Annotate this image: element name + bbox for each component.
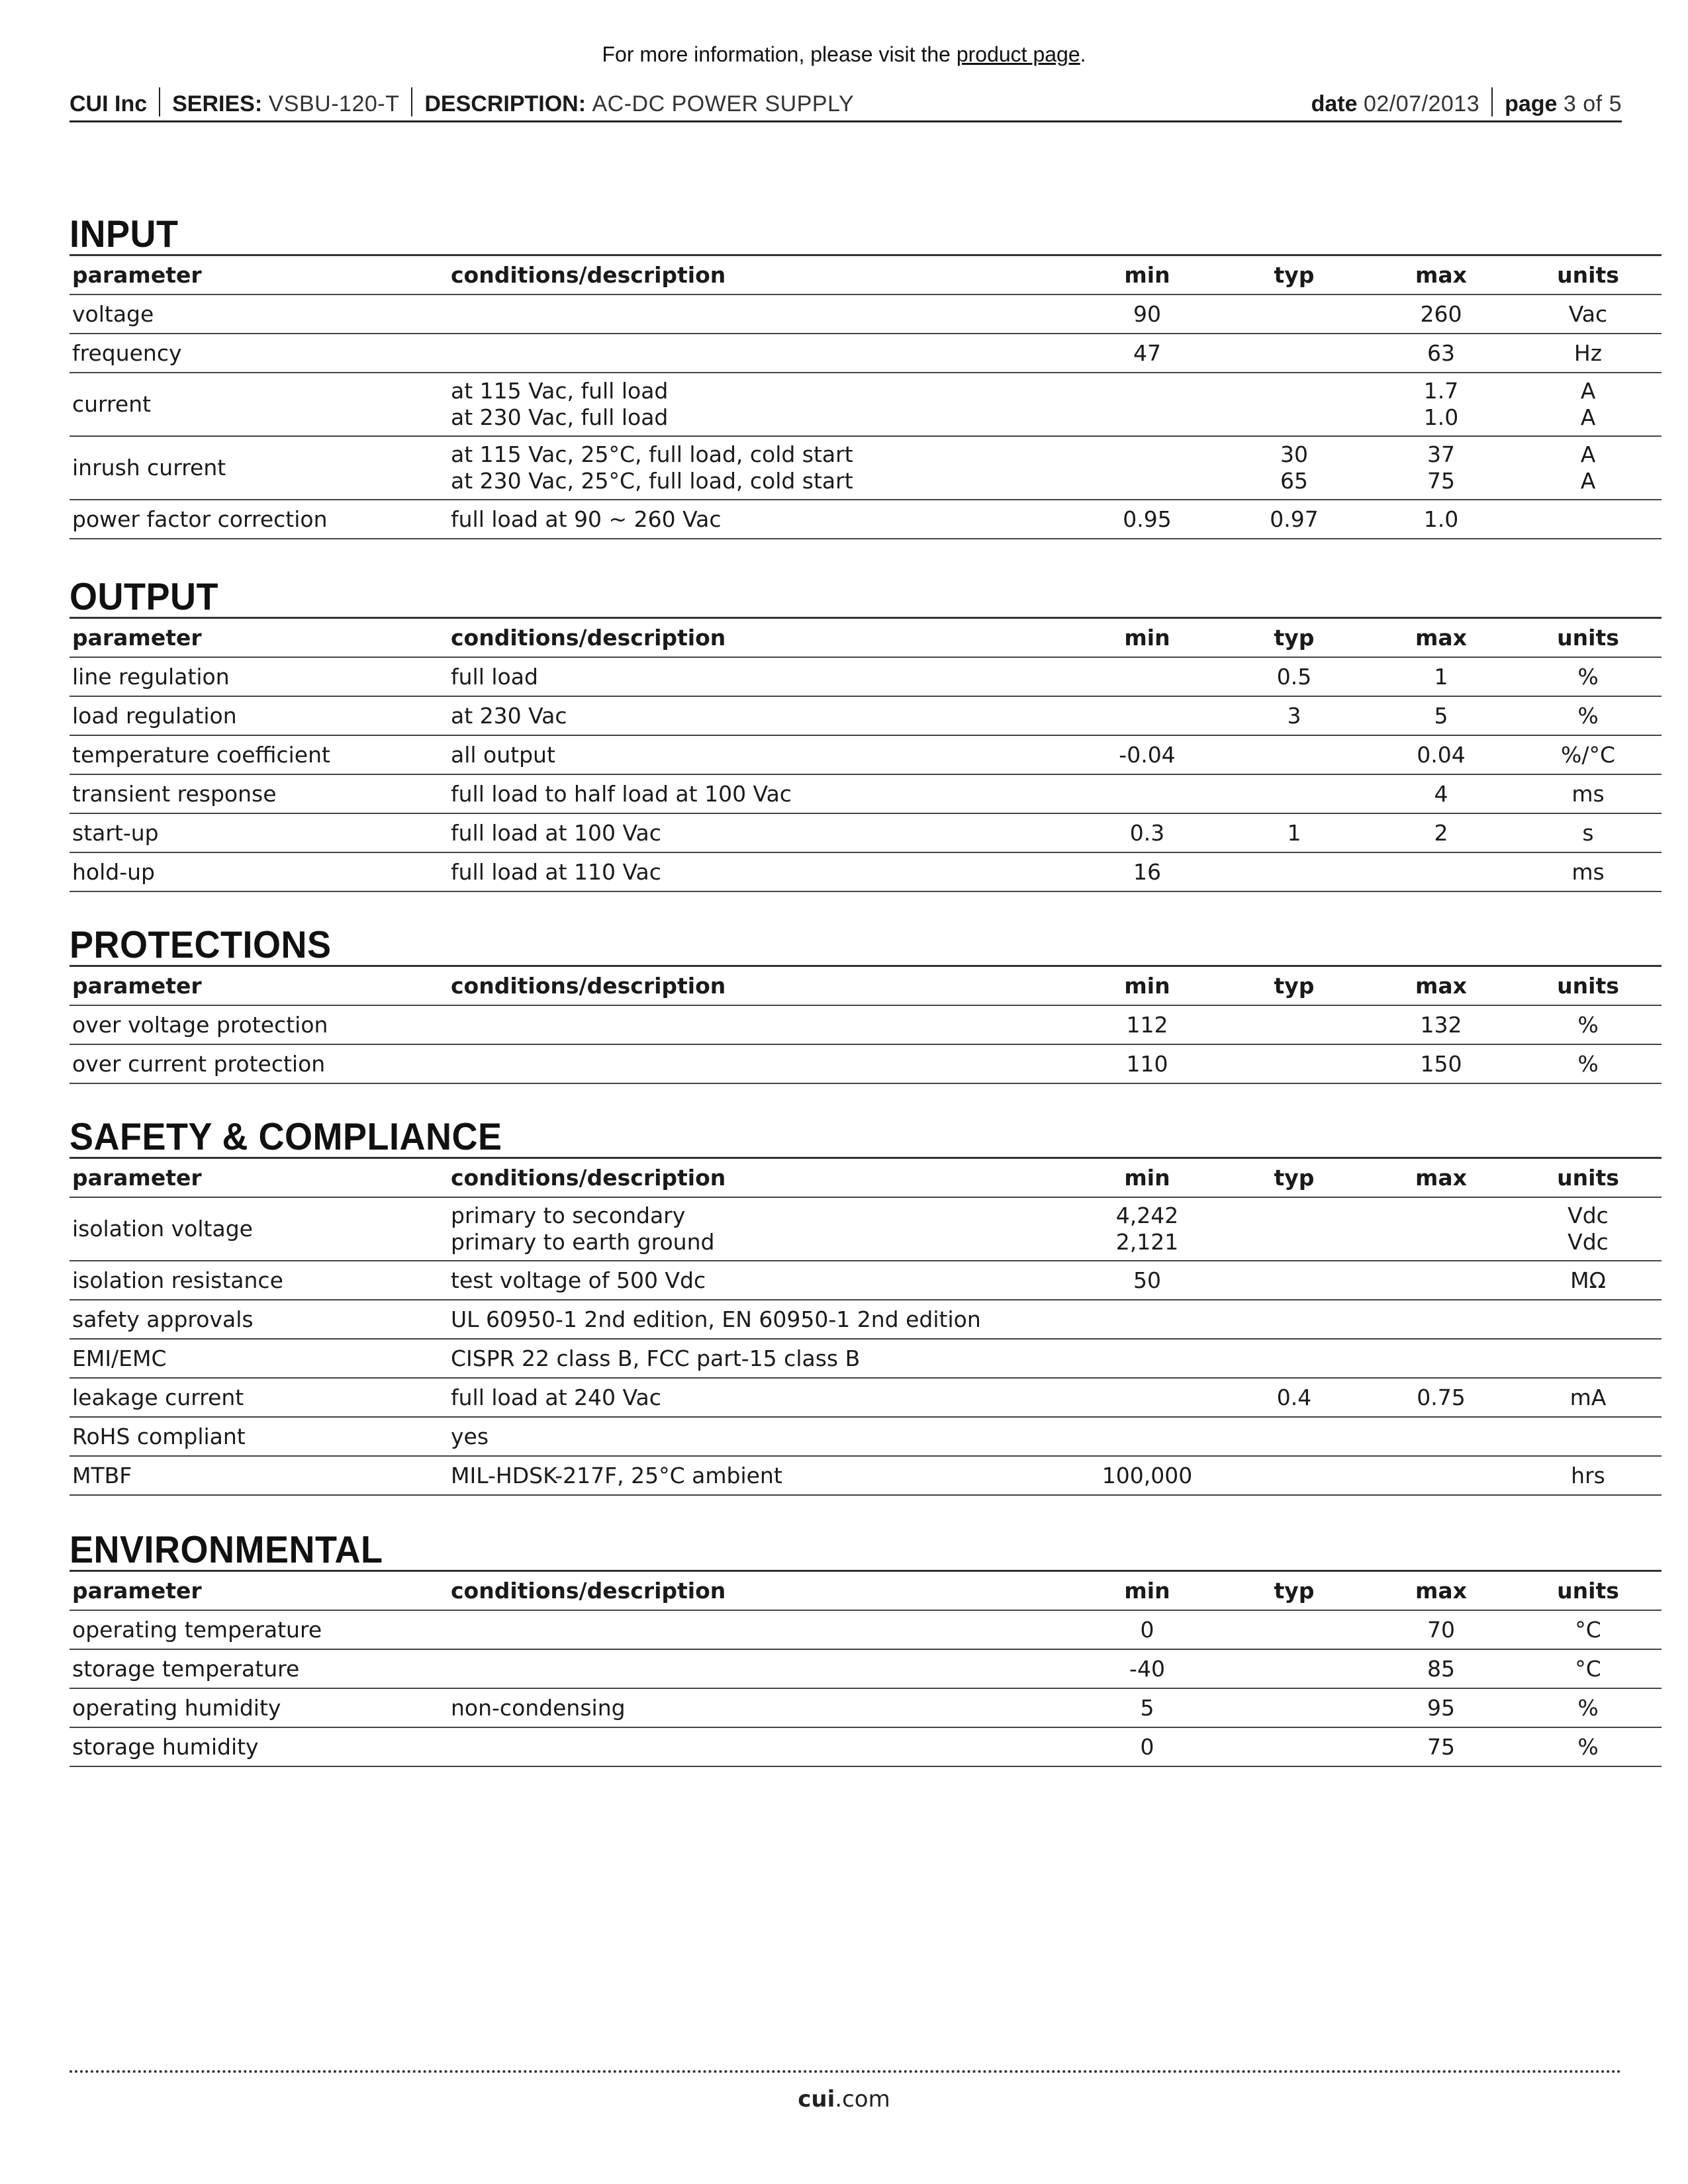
- cell-parameter: storage temperature: [70, 1649, 448, 1688]
- cell-units: °C: [1515, 1610, 1662, 1649]
- cell-units: Hz: [1515, 334, 1662, 373]
- cell-units: [1515, 1300, 1662, 1339]
- cell-max: 37 75: [1368, 436, 1515, 500]
- cell-units: mA: [1515, 1378, 1662, 1417]
- cell-conditions: primary to secondary primary to earth ground: [448, 1197, 1074, 1261]
- column-header-min: min: [1074, 1571, 1221, 1611]
- column-header-typ: typ: [1221, 618, 1368, 658]
- column-header-max: max: [1368, 255, 1515, 295]
- cell-max: 0.04: [1368, 735, 1515, 774]
- cell-conditions: all output: [448, 735, 1074, 774]
- column-header-parameter: parameter: [70, 1158, 448, 1198]
- cell-min: -40: [1074, 1649, 1221, 1688]
- cell-conditions: full load at 240 Vac: [448, 1378, 1074, 1417]
- cell-max: 150: [1368, 1044, 1515, 1083]
- cell-conditions: full load at 100 Vac: [448, 813, 1074, 852]
- company-name: CUI Inc: [70, 91, 148, 116]
- product-page-link[interactable]: product page: [956, 42, 1080, 66]
- cell-conditions: at 115 Vac, full load at 230 Vac, full load: [448, 373, 1074, 436]
- table-row: [70, 774, 1662, 813]
- cell-conditions: MIL-HDSK-217F, 25°C ambient: [448, 1456, 1074, 1495]
- column-header-parameter: parameter: [70, 255, 448, 295]
- table-header-row: [70, 1158, 1662, 1198]
- cell-parameter: voltage: [70, 295, 448, 334]
- cell-min: 100,000: [1074, 1456, 1221, 1495]
- cell-parameter: MTBF: [70, 1456, 448, 1495]
- column-header-typ: typ: [1221, 255, 1368, 295]
- cell-units: MΩ: [1515, 1261, 1662, 1300]
- cell-parameter: frequency: [70, 334, 448, 373]
- column-header-typ: typ: [1221, 1571, 1368, 1611]
- cell-units: [1515, 1339, 1662, 1378]
- cell-conditions: non-condensing: [448, 1688, 1074, 1727]
- cell-parameter: EMI/EMC: [70, 1339, 448, 1378]
- cell-units: %: [1515, 1005, 1662, 1044]
- cell-conditions: full load at 90 ~ 260 Vac: [448, 500, 1074, 539]
- input-section: [70, 214, 1622, 539]
- cell-units: %: [1515, 1044, 1662, 1083]
- cell-units: [1515, 500, 1662, 539]
- section-title: INPUT: [70, 213, 179, 255]
- cell-units: ms: [1515, 852, 1662, 891]
- cell-conditions: [448, 334, 1074, 373]
- table-row: [70, 1044, 1662, 1083]
- table-row: [70, 1005, 1662, 1044]
- safety-section: [70, 1117, 1622, 1496]
- table-row: [70, 334, 1662, 373]
- cell-max: 2: [1368, 813, 1515, 852]
- column-header-units: units: [1515, 966, 1662, 1006]
- cell-parameter: hold-up: [70, 852, 448, 891]
- cell-parameter: temperature coefficient: [70, 735, 448, 774]
- cell-max: 260: [1368, 295, 1515, 334]
- cell-parameter: safety approvals: [70, 1300, 448, 1339]
- cell-conditions: [448, 1649, 1074, 1688]
- cell-parameter: over current protection: [70, 1044, 448, 1083]
- protections-section: [70, 925, 1622, 1084]
- cell-min: [1074, 1300, 1221, 1339]
- cell-units: A A: [1515, 436, 1662, 500]
- cell-conditions: [448, 1610, 1074, 1649]
- table-row: [70, 1339, 1662, 1378]
- spec-table: [70, 254, 1662, 539]
- column-header-min: min: [1074, 1158, 1221, 1198]
- cell-conditions: yes: [448, 1417, 1074, 1456]
- column-header-min: min: [1074, 966, 1221, 1006]
- cell-typ: [1221, 1005, 1368, 1044]
- table-row: [70, 295, 1662, 334]
- column-header-units: units: [1515, 618, 1662, 658]
- section-title: ENVIRONMENTAL: [70, 1529, 383, 1571]
- column-header-max: max: [1368, 1571, 1515, 1611]
- table-row: [70, 852, 1662, 891]
- cell-parameter: isolation resistance: [70, 1261, 448, 1300]
- cell-typ: [1221, 1044, 1368, 1083]
- cell-typ: [1221, 334, 1368, 373]
- column-header-max: max: [1368, 618, 1515, 658]
- cell-units: ms: [1515, 774, 1662, 813]
- cell-min: 0.95: [1074, 500, 1221, 539]
- cell-max: 5: [1368, 696, 1515, 735]
- cell-conditions: [448, 1005, 1074, 1044]
- cell-conditions: full load: [448, 657, 1074, 696]
- cell-typ: [1221, 1197, 1368, 1261]
- table-row: [70, 1261, 1662, 1300]
- cell-max: 4: [1368, 774, 1515, 813]
- table-row: [70, 1456, 1662, 1495]
- cell-max: [1368, 1261, 1515, 1300]
- column-header-conditions: conditions/description: [448, 1158, 1074, 1198]
- cell-typ: [1221, 774, 1368, 813]
- cell-min: 5: [1074, 1688, 1221, 1727]
- spec-table: [70, 1570, 1662, 1767]
- cell-parameter: operating temperature: [70, 1610, 448, 1649]
- table-row: [70, 1378, 1662, 1417]
- cell-units: s: [1515, 813, 1662, 852]
- cell-typ: [1221, 852, 1368, 891]
- cell-conditions: [448, 295, 1074, 334]
- cell-max: 70: [1368, 1610, 1515, 1649]
- cell-units: °C: [1515, 1649, 1662, 1688]
- table-row: [70, 1300, 1662, 1339]
- description-value: AC-DC POWER SUPPLY: [592, 91, 855, 116]
- cell-min: 16: [1074, 852, 1221, 891]
- column-header-max: max: [1368, 966, 1515, 1006]
- section-title: SAFETY & COMPLIANCE: [70, 1116, 502, 1158]
- spec-table: [70, 965, 1662, 1084]
- cell-typ: [1221, 295, 1368, 334]
- cell-typ: 3: [1221, 696, 1368, 735]
- date-label: date: [1311, 91, 1358, 116]
- cell-min: [1074, 436, 1221, 500]
- cell-parameter: inrush current: [70, 436, 448, 500]
- cell-conditions: CISPR 22 class B, FCC part-15 class B: [448, 1339, 1074, 1378]
- table-row: [70, 657, 1662, 696]
- cell-min: -0.04: [1074, 735, 1221, 774]
- cell-typ: [1221, 1417, 1368, 1456]
- table-row: [70, 735, 1662, 774]
- cell-max: 85: [1368, 1649, 1515, 1688]
- cell-parameter: line regulation: [70, 657, 448, 696]
- cell-min: [1074, 1417, 1221, 1456]
- cell-min: [1074, 1378, 1221, 1417]
- column-header-typ: typ: [1221, 1158, 1368, 1198]
- cell-units: Vac: [1515, 295, 1662, 334]
- cell-max: 1: [1368, 657, 1515, 696]
- column-header-units: units: [1515, 1158, 1662, 1198]
- section-title: PROTECTIONS: [70, 924, 332, 966]
- product-page-note: [0, 42, 1688, 67]
- cell-max: [1368, 852, 1515, 891]
- page-label: page: [1505, 91, 1558, 116]
- cell-min: [1074, 696, 1221, 735]
- cell-max: [1368, 1456, 1515, 1495]
- series-value: VSBU-120-T: [268, 91, 400, 116]
- column-header-typ: typ: [1221, 966, 1368, 1006]
- cell-typ: [1221, 1261, 1368, 1300]
- cell-typ: 30 65: [1221, 436, 1368, 500]
- footer: [0, 2086, 1688, 2113]
- cell-units: %: [1515, 1688, 1662, 1727]
- table-row: [70, 1727, 1662, 1766]
- cell-typ: [1221, 735, 1368, 774]
- column-header-min: min: [1074, 255, 1221, 295]
- table-row: [70, 373, 1662, 436]
- cell-conditions: [448, 1727, 1074, 1766]
- cell-typ: [1221, 1610, 1368, 1649]
- cell-min: 50: [1074, 1261, 1221, 1300]
- cell-conditions: at 230 Vac: [448, 696, 1074, 735]
- cell-units: hrs: [1515, 1456, 1662, 1495]
- column-header-conditions: conditions/description: [448, 1571, 1074, 1611]
- cell-max: 1.0: [1368, 500, 1515, 539]
- table-row: [70, 696, 1662, 735]
- cell-min: [1074, 657, 1221, 696]
- page-number: 3 of 5: [1563, 91, 1622, 116]
- table-row: [70, 1417, 1662, 1456]
- cell-min: 0: [1074, 1727, 1221, 1766]
- cell-typ: 0.4: [1221, 1378, 1368, 1417]
- header-divider: [411, 87, 412, 116]
- cell-units: %: [1515, 696, 1662, 735]
- cell-conditions: UL 60950-1 2nd edition, EN 60950-1 2nd edition: [448, 1300, 1074, 1339]
- spec-table: [70, 617, 1662, 892]
- cell-max: [1368, 1417, 1515, 1456]
- cell-parameter: power factor correction: [70, 500, 448, 539]
- cell-typ: [1221, 1456, 1368, 1495]
- cell-conditions: test voltage of 500 Vdc: [448, 1261, 1074, 1300]
- table-row: [70, 1688, 1662, 1727]
- header-divider: [1491, 87, 1493, 116]
- cell-typ: [1221, 373, 1368, 436]
- cell-min: [1074, 373, 1221, 436]
- cell-conditions: [448, 1044, 1074, 1083]
- cell-parameter: transient response: [70, 774, 448, 813]
- table-row: [70, 436, 1662, 500]
- note-prefix: For more information, please visit the: [602, 42, 957, 66]
- cell-typ: [1221, 1649, 1368, 1688]
- cell-conditions: full load to half load at 100 Vac: [448, 774, 1074, 813]
- cell-typ: 1: [1221, 813, 1368, 852]
- cell-typ: [1221, 1300, 1368, 1339]
- cell-parameter: storage humidity: [70, 1727, 448, 1766]
- cell-max: [1368, 1300, 1515, 1339]
- spec-table: [70, 1157, 1662, 1496]
- cell-max: 1.7 1.0: [1368, 373, 1515, 436]
- cell-min: 90: [1074, 295, 1221, 334]
- cell-parameter: start-up: [70, 813, 448, 852]
- cell-parameter: isolation voltage: [70, 1197, 448, 1261]
- column-header-units: units: [1515, 1571, 1662, 1611]
- cell-conditions: at 115 Vac, 25°C, full load, cold start at 230 Vac, 25°C, full load, cold start: [448, 436, 1074, 500]
- table-header-row: [70, 255, 1662, 295]
- cell-max: 132: [1368, 1005, 1515, 1044]
- table-row: [70, 813, 1662, 852]
- header-divider: [159, 87, 160, 116]
- cell-parameter: leakage current: [70, 1378, 448, 1417]
- section-title: OUTPUT: [70, 576, 218, 618]
- cell-units: %/°C: [1515, 735, 1662, 774]
- column-header-conditions: conditions/description: [448, 618, 1074, 658]
- cell-min: 112: [1074, 1005, 1221, 1044]
- column-header-min: min: [1074, 618, 1221, 658]
- cell-typ: [1221, 1688, 1368, 1727]
- date-value: 02/07/2013: [1363, 91, 1480, 116]
- cell-parameter: RoHS compliant: [70, 1417, 448, 1456]
- column-header-conditions: conditions/description: [448, 255, 1074, 295]
- column-header-parameter: parameter: [70, 1571, 448, 1611]
- note-suffix: .: [1080, 42, 1086, 66]
- cell-min: 47: [1074, 334, 1221, 373]
- cell-min: 0.3: [1074, 813, 1221, 852]
- cell-parameter: over voltage protection: [70, 1005, 448, 1044]
- series-label: SERIES:: [172, 91, 263, 116]
- cell-parameter: operating humidity: [70, 1688, 448, 1727]
- cell-max: [1368, 1197, 1515, 1261]
- page-header: [70, 87, 1622, 122]
- cell-min: [1074, 774, 1221, 813]
- cell-typ: [1221, 1727, 1368, 1766]
- cell-units: [1515, 1417, 1662, 1456]
- table-row: [70, 500, 1662, 539]
- cell-units: Vdc Vdc: [1515, 1197, 1662, 1261]
- column-header-units: units: [1515, 255, 1662, 295]
- cell-min: 0: [1074, 1610, 1221, 1649]
- environmental-section: [70, 1530, 1622, 1767]
- table-row: [70, 1610, 1662, 1649]
- column-header-conditions: conditions/description: [448, 966, 1074, 1006]
- cell-min: 4,242 2,121: [1074, 1197, 1221, 1261]
- cell-units: %: [1515, 1727, 1662, 1766]
- cell-units: %: [1515, 657, 1662, 696]
- column-header-parameter: parameter: [70, 966, 448, 1006]
- footer-brand: cui: [798, 2086, 835, 2113]
- footer-domain: .com: [835, 2086, 890, 2113]
- cell-typ: 0.97: [1221, 500, 1368, 539]
- cell-parameter: load regulation: [70, 696, 448, 735]
- cell-max: 63: [1368, 334, 1515, 373]
- cell-min: 110: [1074, 1044, 1221, 1083]
- cell-max: 75: [1368, 1727, 1515, 1766]
- output-section: [70, 577, 1622, 892]
- column-header-parameter: parameter: [70, 618, 448, 658]
- cell-typ: [1221, 1339, 1368, 1378]
- cell-max: 0.75: [1368, 1378, 1515, 1417]
- cell-max: [1368, 1339, 1515, 1378]
- cell-units: A A: [1515, 373, 1662, 436]
- description-label: DESCRIPTION:: [424, 91, 586, 116]
- table-header-row: [70, 966, 1662, 1006]
- cell-max: 95: [1368, 1688, 1515, 1727]
- cell-min: [1074, 1339, 1221, 1378]
- cell-parameter: current: [70, 373, 448, 436]
- cell-typ: 0.5: [1221, 657, 1368, 696]
- table-header-row: [70, 618, 1662, 658]
- column-header-max: max: [1368, 1158, 1515, 1198]
- table-header-row: [70, 1571, 1662, 1611]
- footer-divider: [70, 2070, 1622, 2073]
- table-row: [70, 1197, 1662, 1261]
- cell-conditions: full load at 110 Vac: [448, 852, 1074, 891]
- table-row: [70, 1649, 1662, 1688]
